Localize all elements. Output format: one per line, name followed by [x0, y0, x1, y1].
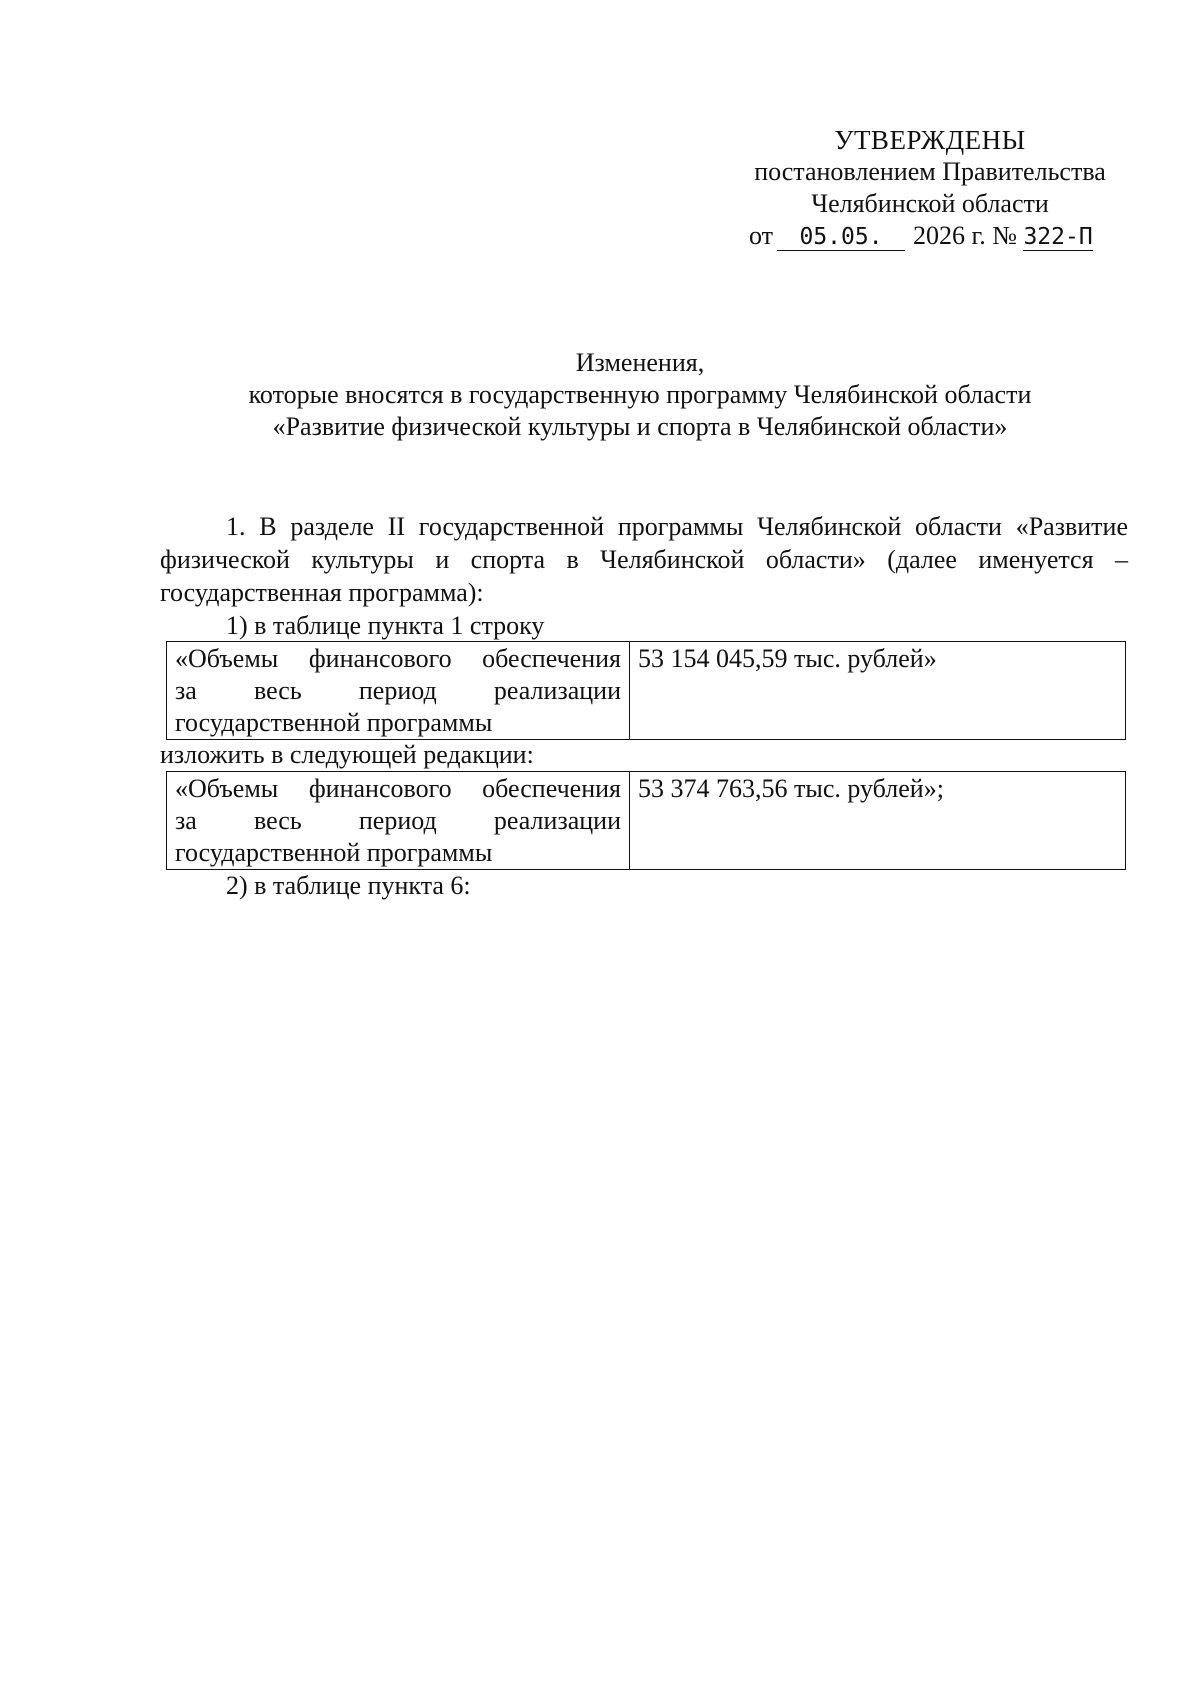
- approval-stamp: [735, 124, 1125, 252]
- table-label-cell: [167, 772, 630, 870]
- table-row: [167, 642, 1126, 740]
- approval-line-2: Челябинской области: [811, 189, 1049, 218]
- table-value-cell: 53 154 045,59 тыс. рублей»: [630, 642, 1126, 740]
- approval-title: УТВЕРЖДЕНЫ: [834, 125, 1026, 155]
- label-line-2: за весь период реализации: [175, 676, 621, 705]
- table-new-row: [166, 771, 1126, 870]
- approval-date: 05.05.: [777, 224, 905, 251]
- label-line-3: государственной программы: [175, 708, 493, 737]
- approval-line-1: постановлением Правительства: [754, 157, 1106, 186]
- approval-date-line: [735, 220, 1125, 252]
- heading-line-2: которые вносятся в государственную программу Челябинской области: [248, 380, 1032, 409]
- item-1-text: 1) в таблице пункта 1 строку: [226, 611, 545, 640]
- document-heading: [150, 347, 1130, 443]
- label-line-2: за весь период реализации: [175, 806, 621, 835]
- year-text: 2026 г. №: [913, 221, 1018, 250]
- label-line-1: «Объемы финансового обеспечения: [175, 774, 621, 803]
- date-prefix: от: [749, 221, 774, 250]
- table-row: [167, 772, 1126, 870]
- heading-line-1: Изменения,: [575, 348, 705, 377]
- paragraph-1: 1. В разделе II государственной программы Челябинской области «Развитие физической культуры и спорта в Челябинской области» (далее именуется – государственная программа):: [160, 512, 1128, 607]
- table-label-cell: [167, 642, 630, 740]
- replace-text: изложить в следующей редакции:: [160, 740, 534, 769]
- approval-number: 322-П: [1023, 224, 1093, 250]
- label-line-1: «Объемы финансового обеспечения: [175, 644, 621, 673]
- item-2-text: 2) в таблице пункта 6:: [226, 871, 471, 900]
- table-value-cell: 53 374 763,56 тыс. рублей»;: [630, 772, 1126, 870]
- heading-line-3: «Развитие физической культуры и спорта в Челябинской области»: [272, 412, 1008, 441]
- table-old-row: [166, 641, 1126, 740]
- label-line-3: государственной программы: [175, 838, 493, 867]
